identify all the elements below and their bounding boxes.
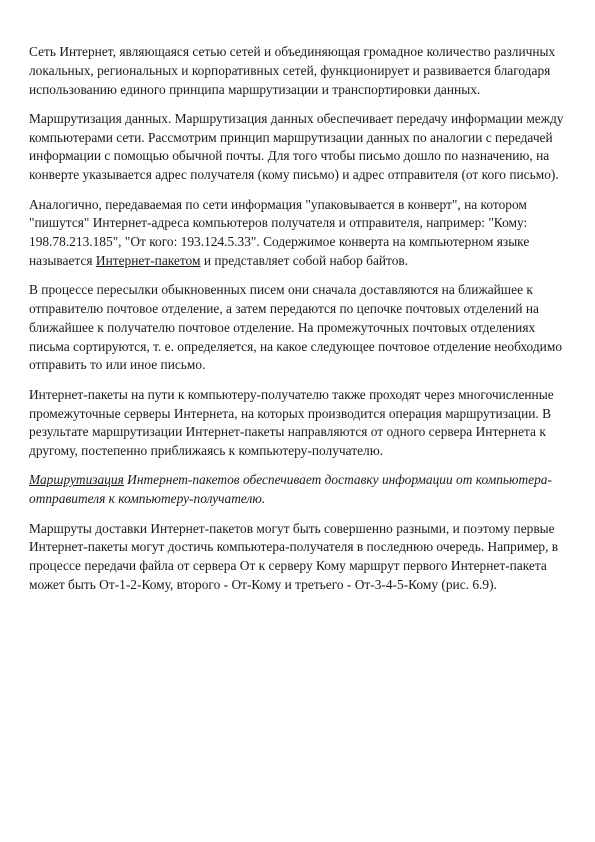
paragraph-text: Аналогично, передаваемая по сети информация "упаковывается в конверт", на котором "пишутся" Интернет-адреса компьютеров получателя и отправителя, например: "Кому: 198.78.213.185", "От кого: 193.124.5.33". Содержимое конверта на компьютерном языке называется — [29, 196, 530, 268]
paragraph-text: Маршрутизация данных. Маршрутизация данных обеспечивает передачу информации между компьютерами сети. Рассмотрим принцип маршрутизации данных по аналогии с передачей информации с помощью обычной почты. Для того чтобы письмо дошло по назначению, на конверте указывается адрес получателя (кому письмо) и адрес отправителя (от кого письмо). — [29, 110, 564, 183]
paragraph-text: Маршруты доставки Интернет-пакетов могут быть совершенно разными, и поэтому первые Интернет-пакеты могут достичь компьютера-получателя в последнюю очередь. Например, в процессе передачи файла от сервера От к серверу Кому маршрут первого Интернет-пакета может быть От-1-2-Кому, второго - От-Кому и третьего - От-3-4-5-Кому (рис. 6.9). — [29, 520, 559, 592]
paragraph-text: Интернет-пакеты на пути к компьютеру-получателю также проходят через многочисленные промежуточные серверы Интернета, на которых производится операция маршрутизации. В результате маршрутизации Интернет-пакеты направляются от одного сервера Интернета к другому, постепенно приближаясь к компьютеру-получателю. — [29, 386, 554, 459]
paragraph-routes — [29, 520, 574, 595]
paragraph-routing-data — [29, 110, 574, 185]
term-internet-packet: Интернет-пакетом — [95, 252, 201, 268]
paragraph-routing-definition — [29, 471, 574, 509]
paragraph-intro — [29, 43, 574, 99]
paragraph-envelope-analogy — [29, 196, 574, 271]
term-routing: Маршрутизация — [29, 472, 124, 488]
paragraph-text: Сеть Интернет, являющаяся сетью сетей и объединяющая громадное количество различных локальных, региональных и корпоративных сетей, функционирует и развивается благодаря использованию единого принципа маршрутизации и транспортировки данных. — [29, 44, 556, 97]
document-page — [29, 43, 574, 605]
paragraph-postal-chain — [29, 281, 574, 375]
paragraph-text: В процессе пересылки обыкновенных писем они сначала доставляются на ближайшее к отправителю почтовое отделение, а затем передаются по цепочке почтовых отделений на ближайшее к получателю почтовое отделение. На промежуточных почтовых отделениях письма сортируются, т. е. определяется, на какое следующее почтовое отделение необходимо отправить то или иное письмо. — [29, 282, 563, 373]
paragraph-intermediate-servers — [29, 386, 574, 461]
paragraph-text: и представляет собой набор байтов. — [200, 252, 409, 268]
paragraph-text: Интернет-пакетов обеспечивает доставку информации от компьютера-отправителя к компьютеру-получателю. — [29, 472, 552, 507]
